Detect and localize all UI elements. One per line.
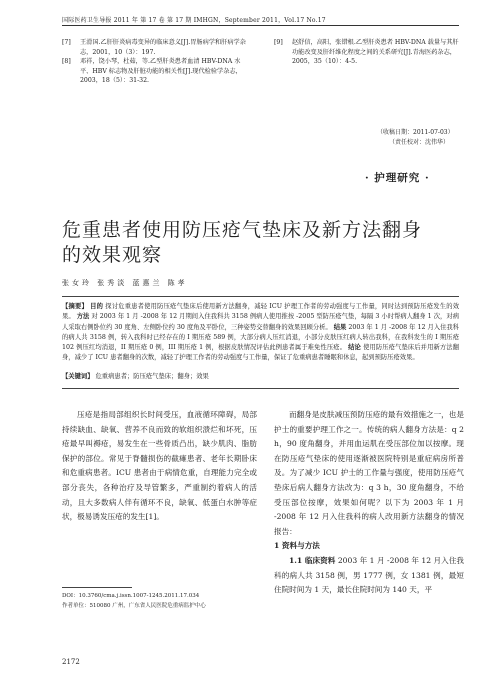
header-rule <box>62 25 459 26</box>
page-number: 2172 <box>62 658 80 666</box>
reference-item: [8] 邓祥，饶小琴，杜茹，等.乙型肝炎患者血清 HBV-DNA 水平、HBV 标志物及肝脏功能的相关性[J].现代检验学杂志，2003，18（5）：31-32. <box>62 58 242 85</box>
authors: 张女玲 张秀淡 蓝惠兰 陈孝 <box>62 279 188 287</box>
received-info <box>377 128 454 148</box>
abstract-bottom-rule <box>62 388 459 389</box>
abstract: 【摘要】 目的 探讨危重患者使用防压疮气垫床后使用新方法翻身，减轻 ICU 护理工作者的劳动强度与工作量，同时达到预防压疮发生的效果。 方法 对 2003 年 1 月 -2008 年 12 月期间入住我科共 3158 例病人使用推按 -2005 型防压疮气垫，每隔 3 小时帮病人翻身 1 次，对病人采取右侧卧位约 30 度角、左侧卧位约 30 度角及平卧位，三种姿势交替翻身的效果回顾分析。 结果 2003 年 1 月 -2008 年 12 月入住我科的病人共 3158 例，转入我科时已经存在的 I 期压疮 589 例，大部分病人压红消退，小部分皮肤压红病人转出我科，在我科发生的 I 期压疮 102 例压红均消退，II 期压疮 0 例，III 期压疮 1 例，根据皮肤情况评估此例患者属于难免性压疮。 结论 使用防压疮气垫床后并用新方法翻身，减少了 ICU 患者翻身的次数，减轻了护理工作者的劳动强度与工作量，保证了危重病患者睡眠和休息，起到预防压疮效果。 <box>62 303 460 362</box>
body-left-column: 压疮是指局部组织长时间受压，血液循环障碍，局部持续缺血、缺氧、营养不良而致的软组织溃烂和坏死，压疮最早叫褥疮，易发生在一些骨质凸出，缺少肌肉、脂肪保护的部位。常见于脊髓损伤的截瘫患者、老年长期卧床和危重病患者。ICU 患者由于病情危重，自理能力完全或部分丧失，各种治疗及导管繁多，严重制约着病人的活动，且大多数病人伴有循环不良，缺氧、低蛋白水肿等症状，极易诱发压疮的发生[1]。 <box>62 410 257 522</box>
received-date: （收稿日期：2011-07-03） <box>377 129 454 136</box>
references-right <box>274 38 462 67</box>
footnote: DOI：10.3760/cma.j.issn.1007-1245.2011.17.034 作者单位：510080 广州，广东省人民医院危重病监护中心 <box>62 593 206 609</box>
proofreader: （责任校对：沈伟华） <box>389 139 450 146</box>
keywords: 【关键词】 危重病患者；防压疮气垫床；翻身；效果 <box>62 373 209 380</box>
running-header: 国际医药卫生导报 2011 年 第 17 卷 第 17 期 IMHGN，September 2011，Vol.17 No.17 <box>62 17 326 24</box>
reference-item: [7] 王滑国.乙肝肝炎病毒变异的临床意义[J].胃肠病学和肝病学杂志，2001，10（3）：197. <box>62 39 246 56</box>
paragraph: 而翻身是皮肤减压预防压疮的最有效措施之一，也是护士的重要护理工作之一。传统的病人翻身方法是：q 2 h，90 度角翻身，并用血运肌在受压部位加以按摩。现在防压疮气垫床的使用逐渐被医院特别是重症病房所普及。为了减少 ICU 护士的工作量与强度，使用防压疮气垫床后病人翻身方法改为：q 3 h，30 度角翻身，不给受压部位按摩，效果如何呢？以下为 2003 年 1 月 -2008 年 12 月入住我科的病人改用新方法翻身的情况报告： <box>274 410 464 536</box>
footnote-rule <box>62 587 132 588</box>
reference-item: [9] 赵舒信，高阳，张错根.乙型肝炎患者 HBV-DNA 载量与其肝功能改变及肝纤维化程度之间的关系研究[J].青海医药杂志，2005，35（10）：4-5. <box>274 39 459 66</box>
body-right-column <box>274 408 464 598</box>
article-title: 危重患者使用防压疮气垫床及新方法翻身 的效果观察 <box>62 219 423 266</box>
paragraph: 1.1 临床资料 2003 年 1 月 -2008 年 12 月入住我科的病人共 3158 例，男 1777 例，女 1381 例，最短住院时间为 1 天，最长住院时间为 140 天，平 <box>274 555 465 595</box>
abstract-top-rule <box>62 296 459 297</box>
section-heading: 1 资料与方法 <box>274 541 320 551</box>
references-left <box>62 38 247 86</box>
section-label: · 护理研究 · <box>365 172 430 184</box>
